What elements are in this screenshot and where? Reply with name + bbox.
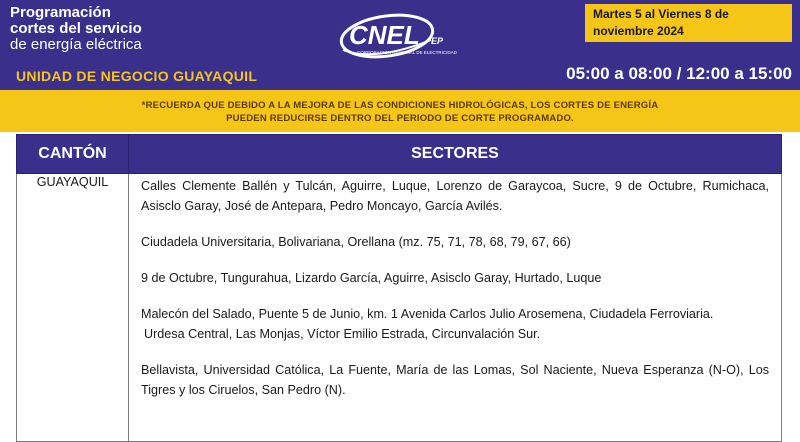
- notice-line-1: *RECUERDA QUE DEBIDO A LA MEJORA DE LAS CONDICIONES HIDROLÓGICAS, LOS CORTES DE ENERGÍA: [141, 100, 659, 111]
- sector-text: Ciudadela Universitaria, Bolivariana, Orellana (mz. 75, 71, 78, 68, 79, 67, 66): [141, 235, 571, 249]
- sector-text: Bellavista, Universidad Católica, La Fuente, María de las Lomas, Sol Naciente, Nueva Esperanza (N-O), Los Tigres y los Ciruelos, San Pedro (N).: [141, 363, 769, 397]
- date-range-text: Martes 5 al Viernes 8 de noviembre 2024: [593, 7, 729, 38]
- sector-group-5: [141, 360, 769, 400]
- sector-group-3: [141, 268, 769, 288]
- notice-banner: [0, 90, 800, 132]
- sector-text: Urdesa Central, Las Monjas, Víctor Emilio Estrada, Circunvalación Sur.: [144, 327, 541, 341]
- canton-cell: GUAYAQUIL: [17, 174, 129, 442]
- sector-group-2: [141, 232, 769, 252]
- logo-text: CNEL: [349, 20, 420, 50]
- page-title: [10, 5, 142, 53]
- logo-suffix: EP: [431, 36, 444, 46]
- schedule-table: [16, 134, 782, 442]
- title-line-1: Programación: [10, 4, 111, 21]
- time-range: 05:00 a 08:00 / 12:00 a 15:00: [566, 64, 792, 83]
- cnel-logo: [335, 10, 475, 68]
- sector-group-1: [141, 176, 769, 216]
- date-range-box: [585, 4, 792, 42]
- sector-group-4: [141, 304, 769, 344]
- notice-line-2: PUEDEN REDUCIRSE DENTRO DEL PERIODO DE CORTE PROGRAMADO.: [226, 113, 574, 124]
- sectors-cell: [129, 174, 782, 442]
- sector-text: 9 de Octubre, Tungurahua, Lizardo García, Aguirre, Asisclo Garay, Hurtado, Luque: [141, 271, 602, 285]
- sector-text: Calles Clemente Ballén y Tulcán, Aguirre, Luque, Lorenzo de Garaycoa, Sucre, 9 de Octubre, Rumichaca, Asisclo Garay, José de Antepara, Pedro Moncayo, García Avilés.: [141, 179, 769, 213]
- business-unit-label: UNIDAD DE NEGOCIO GUAYAQUIL: [16, 68, 258, 84]
- title-line-2: cortes del servicio: [10, 20, 142, 37]
- sector-text: Malecón del Salado, Puente 5 de Junio, km. 1 Avenida Carlos Julio Arosemena, Ciudadela Ferroviaria.: [141, 307, 714, 321]
- table-header-row: [17, 135, 782, 174]
- title-line-3: de energía eléctrica: [10, 36, 142, 53]
- table-row: [17, 174, 782, 442]
- header-sectors: SECTORES: [129, 135, 782, 174]
- logo-subtitle: CORPORACIÓN NACIONAL DE ELECTRICIDAD: [357, 50, 457, 55]
- header-canton: CANTÓN: [17, 135, 129, 174]
- header-banner: [0, 0, 800, 90]
